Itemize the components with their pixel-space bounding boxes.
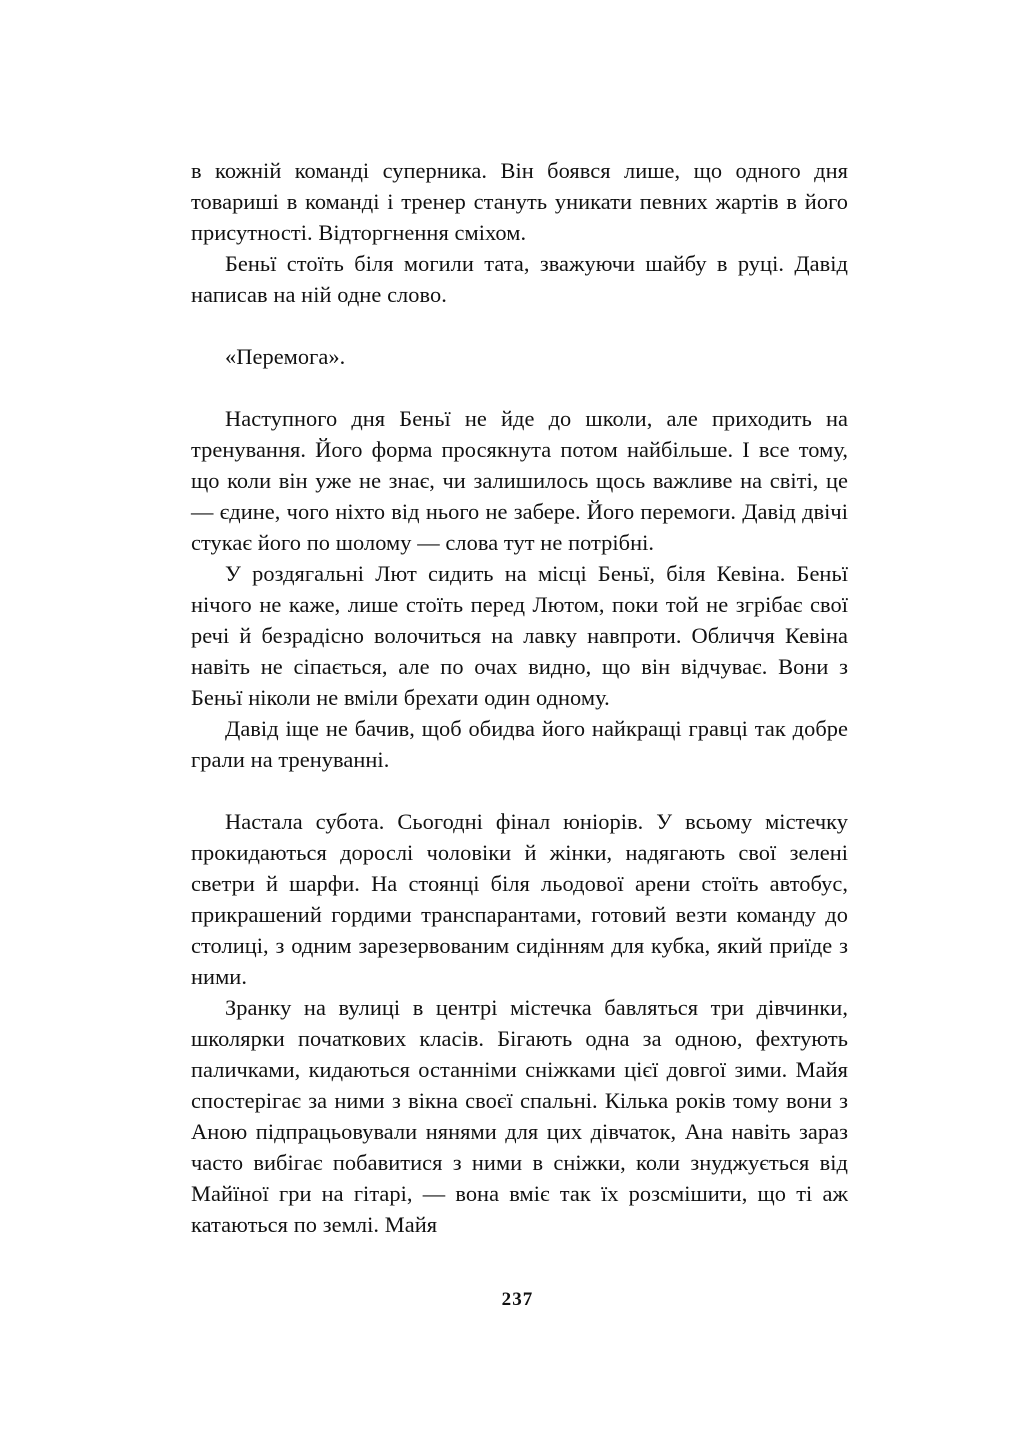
quoted-word-peremoha: «Перемога». [225,344,346,369]
paragraph-5: У роздягальні Лют сидить на місці Беньї, біля Кевіна. Беньї нічого не каже, лише стоїть перед Лютом, поки той не згрібає свої речі й безрадісно волочиться на лавку навпроти. Обличчя Кевіна навіть не сіпається, але по очах видно, що він відчуває. Вони з Беньї ніколи не вміли брехати один одному. [191,561,848,710]
paragraph-7: Настала субота. Сьогодні фінал юніорів. У всьому містечку прокидаються дорослі чоловіки й жінки, надягають свої зелені светри й шарфи. На стоянці біля льодової арени стоїть автобус, прикрашений гордими транспарантами, готовий везти команду до столиці, з одним зарезервованим сидінням для кубка, який приїде з ними. [191,809,848,989]
paragraph-4: Наступного дня Беньї не йде до школи, але приходить на тренування. Його форма просякнута потом найбільше. І все тому, що коли він уже не знає, чи залишилось щось важливе на світі, це — єдине, чого ніхто від нього не забере. Його перемоги. Давід двічі стукає його по шолому — слова тут не потрібні. [191,406,848,555]
page-number: 237 [501,1289,534,1310]
paragraph-1: в кожній команді суперника. Він боявся лише, що одного дня товариші в команді і тренер стануть уникати певних жартів в його присутності. Відторгнення сміхом. [191,158,848,245]
block-spacer-after-quote [191,372,848,403]
paragraph-2: Беньї стоїть біля могили тата, зважуючи шайбу в руці. Давід написав на ній одне слово. [191,251,848,307]
block-spacer-before-quote [191,310,848,341]
paragraph-6: Давід іще не бачив, щоб обидва його найкращі гравці так добре грали на тренуванні. [191,716,848,772]
body-text-column [191,155,848,1240]
section-break-spacer [191,775,848,806]
paragraph-8: Зранку на вулиці в центрі містечка бавляться три дівчинки, школярки початкових класів. Бігають одна за одною, фехтують паличками, кидаються останніми сніжками цієї довгої зими. Майя спостерігає за ними з вікна своєї спальні. Кілька років тому вони з Аною підпрацьовували нянями для цих дівчаток, Ана навіть зараз часто вибігає побавитися з ними в сніжки, коли знуджується від Майїної гри на гітарі, — вона вміє так їх розсмішити, що ті аж катаються по землі. Майя [191,995,848,1237]
